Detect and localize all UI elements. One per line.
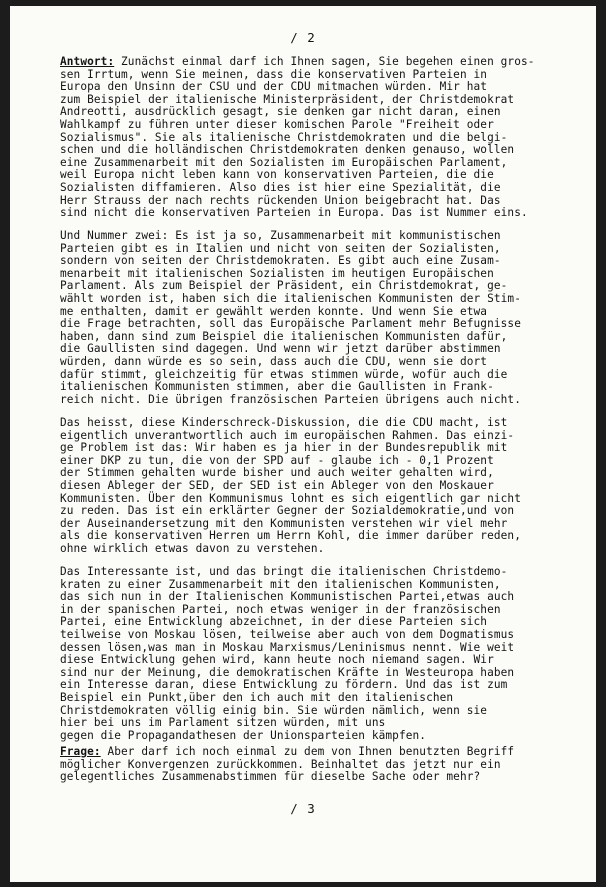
- answer-paragraph-3: [60, 417, 552, 556]
- answer-paragraph-1: [60, 56, 552, 220]
- speaker-label-question: Frage:: [60, 745, 101, 758]
- paragraph-text: Aber darf ich noch einmal zu dem von Ihnen benutzten Begriff möglicher Konvergenzen zurückkommen. Beinhaltet das jetzt nur ein gelegentliches Zusammenabstimmen für dieselbe Sache oder mehr?: [60, 745, 515, 784]
- paragraph-text: Das heisst, diese Kinderschreck-Diskussion, die die CDU macht, ist eigentlich unverantwortlich auch im europäischen Rahmen. Das einzi- ge Problem ist das: Wir haben es ja hier in der Bundesrepublik mit einer DKP zu tun, die von der SPD auf - glaube ich - 0,1 Prozent der Stimmen gehalten wurde bisher und auch weiter gehalten wird, diesen Ableger der SED, der SED ist ein Ableger von den Moskauer Kommunisten. Über den Kommunismus lohnt es sich eigentlich gar nicht zu reden. Das ist ein erklärter Gegner der Sozialdemokratie,und von der Auseinandersetzung mit den Kommunisten verstehen wir viel mehr als die konservativen Herren um Herrn Kohl, die immer darüber reden, ohne wirklich etwas davon zu verstehen.: [60, 416, 521, 555]
- question-paragraph: [60, 746, 552, 784]
- next-page-number: / 3: [290, 801, 316, 816]
- answer-paragraph-4: [60, 566, 552, 742]
- answer-paragraph-2: [60, 230, 552, 406]
- paragraph-text: Zunächst einmal darf ich Ihnen sagen, Sie begehen einen gros- sen Irrtum, wenn Sie meinen, dass die konservativen Parteien in Europa den Unsinn der CSU und der CDU mitmachen würden. Mir hat zum Beispiel der italienische Ministerpräsident, der Christdemokrat Andreotti, ausdrücklich gesagt, sie denken gar nicht daran, einen Wahlkampf zu führen unter dieser komischen Parole "Freiheit oder Sozialismus". Sie als italienische Christdemokraten und die belgi- schen und die holländischen Christdemokraten denken genauso, wollen eine Zusammenarbeit mit den Sozialisten im Europäischen Parlament, weil Europa nicht leben kann von konservativen Parteien, die die Sozialisten diffamieren. Also dies ist hier eine Spezialität, die Herr Strauss der nach rechts rückenden Union beigebracht hat. Das sind nicht die konservativen Parteien in Europa. Das ist Nummer eins.: [60, 55, 535, 220]
- document-page: [10, 6, 596, 882]
- paragraph-text: Das Interessante ist, und das bringt die italienischen Christdemo- kraten zu einer Zusammenarbeit mit den italienischen Kommunisten, das sich nun in der Italienischen Kommunistischen Partei,etwas auch in der spanischen Partei, noch etwas weniger in der französischen Partei, eine Entwicklung abzeichnet, in der diese Parteien sich teilweise von Moskau lösen, teilweise aber auch von dem Dogmatismus dessen lösen,was man in Moskau Marxismus/Leninismus nennt. Wie weit diese Entwicklung gehen wird, kann heute noch niemand sagen. Wir sind nur der Meinung, die demokratischen Kräfte in Westeuropa haben ein Interesse daran, diese Entwicklung zu fördern. Und das ist zum Beispiel ein Punkt,über den ich auch mit den italienischen Christdemokraten völlig einig bin. Sie würden nämlich, wenn sie hier bei uns im Parlament sitzen würden, mit uns gegen die Propagandathesen der Unionsparteien kämpfen.: [60, 565, 515, 742]
- page-number: / 2: [290, 30, 316, 45]
- speaker-label-answer: Antwort:: [60, 55, 115, 68]
- paragraph-text: Und Nummer zwei: Es ist ja so, Zusammenarbeit mit kommunistischen Parteien gibt es in Italien und nicht von seiten der Sozialisten, sondern von seiten der Christdemokraten. Es gibt auch eine Zusam- menarbeit mit italienischen Sozialisten im heutigen Europäischen Parlament. Als zum Beispiel der Präsident, ein Christdemokrat, ge- wählt worden ist, haben sich die italienischen Kommunisten der Stim- me enthalten, damit er gewählt werden konnte. Und wenn Sie etwa die Frage betrachten, soll das Europäische Parlament mehr Befugnisse haben, dann sind zum Beispiel die italienischen Kommunisten dafür, die Gaullisten sind dagegen. Und wenn wir jetzt darüber abstimmen würden, dann würde es so sein, dass auch die CDU, wenn sie dort dafür stimmt, gleichzeitig für etwas stimmen würde, wofür auch die italienischen Kommunisten stimmen, aber die Gaullisten in Frank- reich nicht. Die übrigen französischen Parteien übrigens auch nicht.: [60, 229, 521, 406]
